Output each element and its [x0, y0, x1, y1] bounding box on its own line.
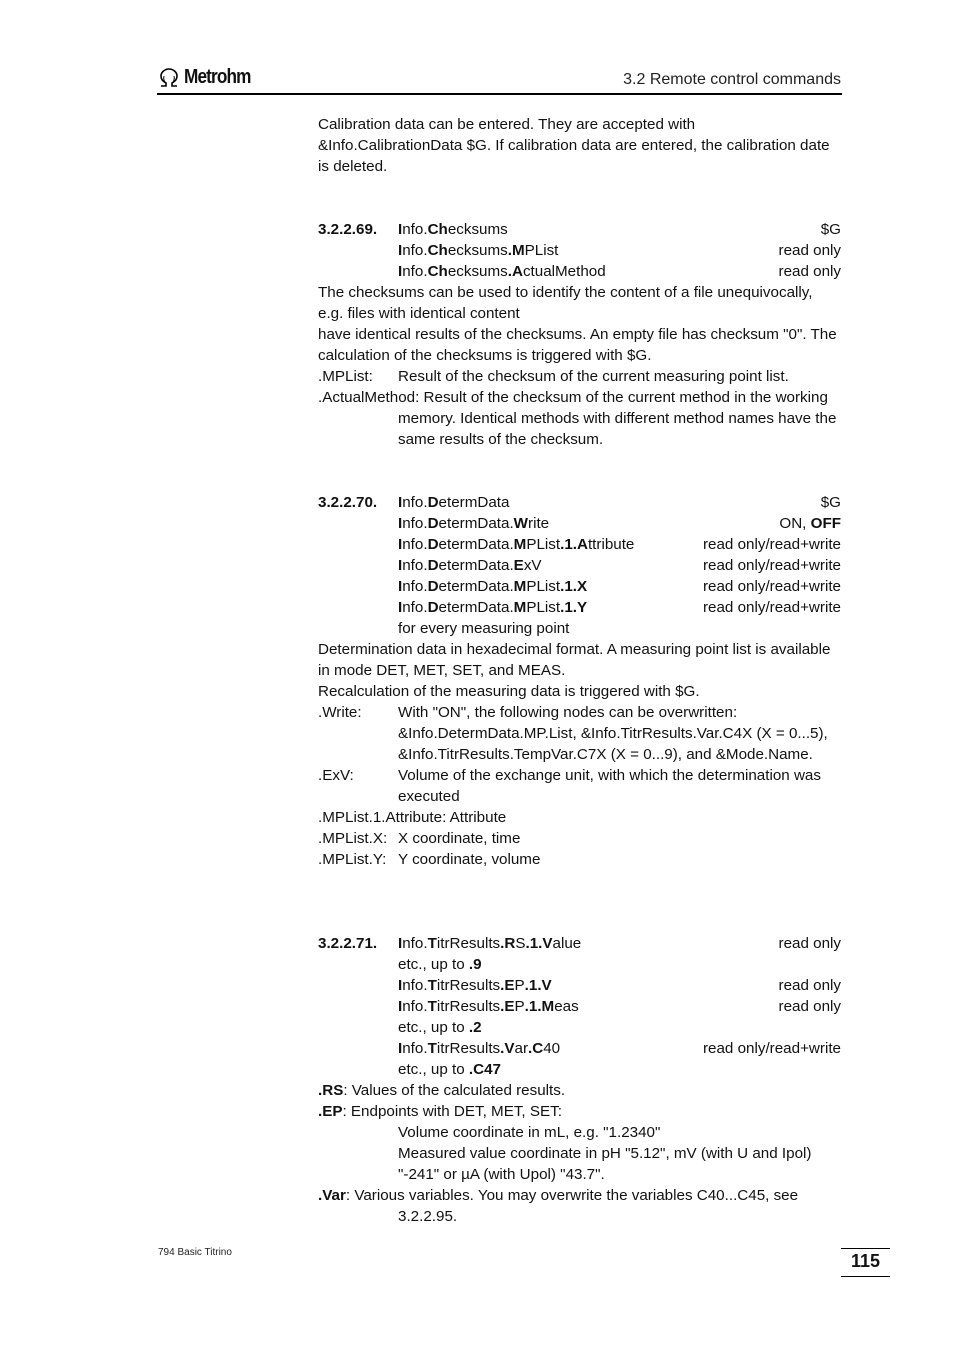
command-name: etc., up to .2 — [398, 1019, 482, 1036]
ep-label: .EP — [318, 1103, 343, 1120]
command-name: Info.TitrResults.EP.1.V — [398, 977, 552, 994]
command-name: Info.Checksums.ActualMethod — [398, 263, 606, 280]
section-number — [318, 954, 398, 975]
command-name: Info.TitrResults.Var.C40 — [398, 1040, 561, 1057]
titrresults-command-row — [318, 1059, 841, 1080]
command-name: Info.DetermData.MPList.1.X — [398, 578, 588, 595]
header-rule — [157, 93, 842, 95]
command-access: read only/read+write — [702, 536, 841, 553]
write-text: With "ON", the following nodes can be overwritten: &Info.DetermData.MP.List, &Info.TitrResults.Var.C4X (X = 0...5), &Info.TitrResults.TempVar.C7X (X = 0...9), and &Mode.Name. — [398, 704, 828, 763]
write-label: .Write: — [318, 704, 362, 721]
command-name: etc., up to .C47 — [398, 1061, 502, 1078]
attribute-def: .MPList.1.Attribute: Attribute — [318, 809, 507, 826]
mplist-y-label: .MPList.Y: — [318, 851, 387, 868]
command-access: read only/read+write — [702, 1040, 841, 1057]
command-name: Info.DetermData.MPList.1.Y — [398, 599, 588, 616]
mplist-def — [318, 366, 841, 387]
command-access: read only — [778, 935, 841, 952]
section-number: 3.2.2.69. — [318, 221, 378, 238]
titrresults-command-row — [318, 1038, 841, 1059]
determdata-command-row — [318, 555, 841, 576]
actualmethod-label: .ActualMethod: — [318, 389, 420, 406]
omega-icon — [158, 68, 180, 88]
section-number — [318, 1038, 398, 1059]
mplist-y-def — [318, 849, 841, 870]
mplist-x-text: X coordinate, time — [398, 830, 521, 847]
section-number — [318, 597, 398, 618]
section-3-2-2-69 — [318, 219, 841, 450]
section-number: 3.2.2.71. — [318, 935, 378, 952]
command-name: Info.Checksums — [398, 221, 508, 238]
exv-text: Volume of the exchange unit, with which the determination was executed — [398, 767, 821, 805]
rs-text: : Values of the calculated results. — [343, 1082, 566, 1099]
write-def — [318, 702, 841, 765]
mplist-text: Result of the checksum of the current measuring point list. — [398, 368, 789, 385]
determdata-command-row — [318, 597, 841, 618]
checksums-desc-1: The checksums can be used to identify the content of a file unequivocally, e.g. files with identical content — [318, 284, 813, 322]
mplist-label: .MPList: — [318, 368, 373, 385]
mplist-x-label: .MPList.X: — [318, 830, 388, 847]
titrresults-command-row — [318, 1017, 841, 1038]
command-name: Info.TitrResults.EP.1.Meas — [398, 998, 579, 1015]
actualmethod-def — [318, 387, 841, 408]
section-number: 3.2.2.70. — [318, 494, 378, 511]
checksums-command-row — [318, 219, 841, 240]
command-access: read only — [778, 998, 841, 1015]
command-access: ON, OFF — [779, 515, 841, 532]
command-name: Info.DetermData — [398, 494, 510, 511]
command-access: read only/read+write — [702, 557, 841, 574]
determdata-command-row — [318, 534, 841, 555]
intro-paragraph: Calibration data can be entered. They are accepted with &Info.CalibrationData $G. If calibration data are entered, the calibration date is deleted. — [318, 116, 830, 175]
for-every-point: for every measuring point — [398, 620, 570, 637]
section-number — [318, 1017, 398, 1038]
determdata-command-row — [318, 576, 841, 597]
section-number — [318, 555, 398, 576]
section-number — [318, 996, 398, 1017]
checksums-command-row — [318, 240, 841, 261]
var-text: : Various variables. You may overwrite the variables C40...C45, see — [345, 1187, 799, 1204]
command-name: Info.DetermData.Write — [398, 515, 550, 532]
titrresults-command-row — [318, 954, 841, 975]
metrohm-logo — [158, 66, 261, 89]
section-number — [318, 240, 398, 261]
section-number — [318, 534, 398, 555]
ep-def — [318, 1101, 841, 1122]
command-name: etc., up to .9 — [398, 956, 482, 973]
mplist-y-text: Y coordinate, volume — [398, 851, 541, 868]
exv-def — [318, 765, 841, 807]
logo-text: Metrohm — [184, 66, 251, 88]
command-access: read only — [778, 242, 841, 259]
rs-label: .RS — [318, 1082, 344, 1099]
determdata-command-row — [318, 513, 841, 534]
command-name: Info.DetermData.MPList.1.Attribute — [398, 536, 635, 553]
section-3-2-2-70 — [318, 492, 841, 870]
determdata-command-row — [318, 492, 841, 513]
exv-label: .ExV: — [318, 767, 354, 784]
command-access: read only/read+write — [702, 578, 841, 595]
section-number — [318, 576, 398, 597]
ep-volume: Volume coordinate in mL, e.g. "1.2340" — [398, 1124, 661, 1141]
section-number — [318, 261, 398, 282]
ep-text: : Endpoints with DET, MET, SET: — [342, 1103, 562, 1120]
page-content — [318, 114, 841, 1227]
determdata-desc-1: Determination data in hexadecimal format. A measuring point list is available in mode DET, MET, SET, and MEAS. — [318, 641, 831, 679]
checksums-command-row — [318, 261, 841, 282]
actualmethod-text-2: memory. Identical methods with different method names have the same results of the checksum. — [398, 410, 837, 448]
titrresults-command-row — [318, 996, 841, 1017]
section-number — [318, 1059, 398, 1080]
product-name: 794 Basic Titrino — [158, 1247, 232, 1258]
command-access: read only/read+write — [702, 599, 841, 616]
command-name: Info.DetermData.ExV — [398, 557, 542, 574]
section-number — [318, 975, 398, 996]
titrresults-command-row — [318, 933, 841, 954]
titrresults-command-row — [318, 975, 841, 996]
command-access: read only — [778, 977, 841, 994]
section-title: 3.2 Remote control commands — [623, 71, 841, 88]
command-name: Info.Checksums.MPList — [398, 242, 559, 259]
page-number: 115 — [850, 1251, 881, 1271]
command-access: read only — [778, 263, 841, 280]
command-access: $G — [820, 494, 841, 511]
rs-def — [318, 1080, 841, 1101]
mplist-x-def — [318, 828, 841, 849]
var-def — [318, 1185, 841, 1206]
var-label: .Var — [318, 1187, 346, 1204]
command-access: $G — [820, 221, 841, 238]
determdata-desc-2: Recalculation of the measuring data is triggered with $G. — [318, 683, 700, 700]
actualmethod-text-1: Result of the checksum of the current method in the working — [423, 389, 828, 406]
section-number — [318, 513, 398, 534]
checksums-desc-2: have identical results of the checksums. An empty file has checksum "0". The calculation of the checksums is triggered with $G. — [318, 326, 837, 364]
command-name: Info.TitrResults.RS.1.Value — [398, 935, 582, 952]
var-reference: 3.2.2.95. — [398, 1208, 458, 1225]
section-3-2-2-71 — [318, 933, 841, 1227]
ep-measured: Measured value coordinate in pH "5.12", mV (with U and Ipol) "-241" or µA (with Upol) "43.7". — [398, 1145, 812, 1183]
